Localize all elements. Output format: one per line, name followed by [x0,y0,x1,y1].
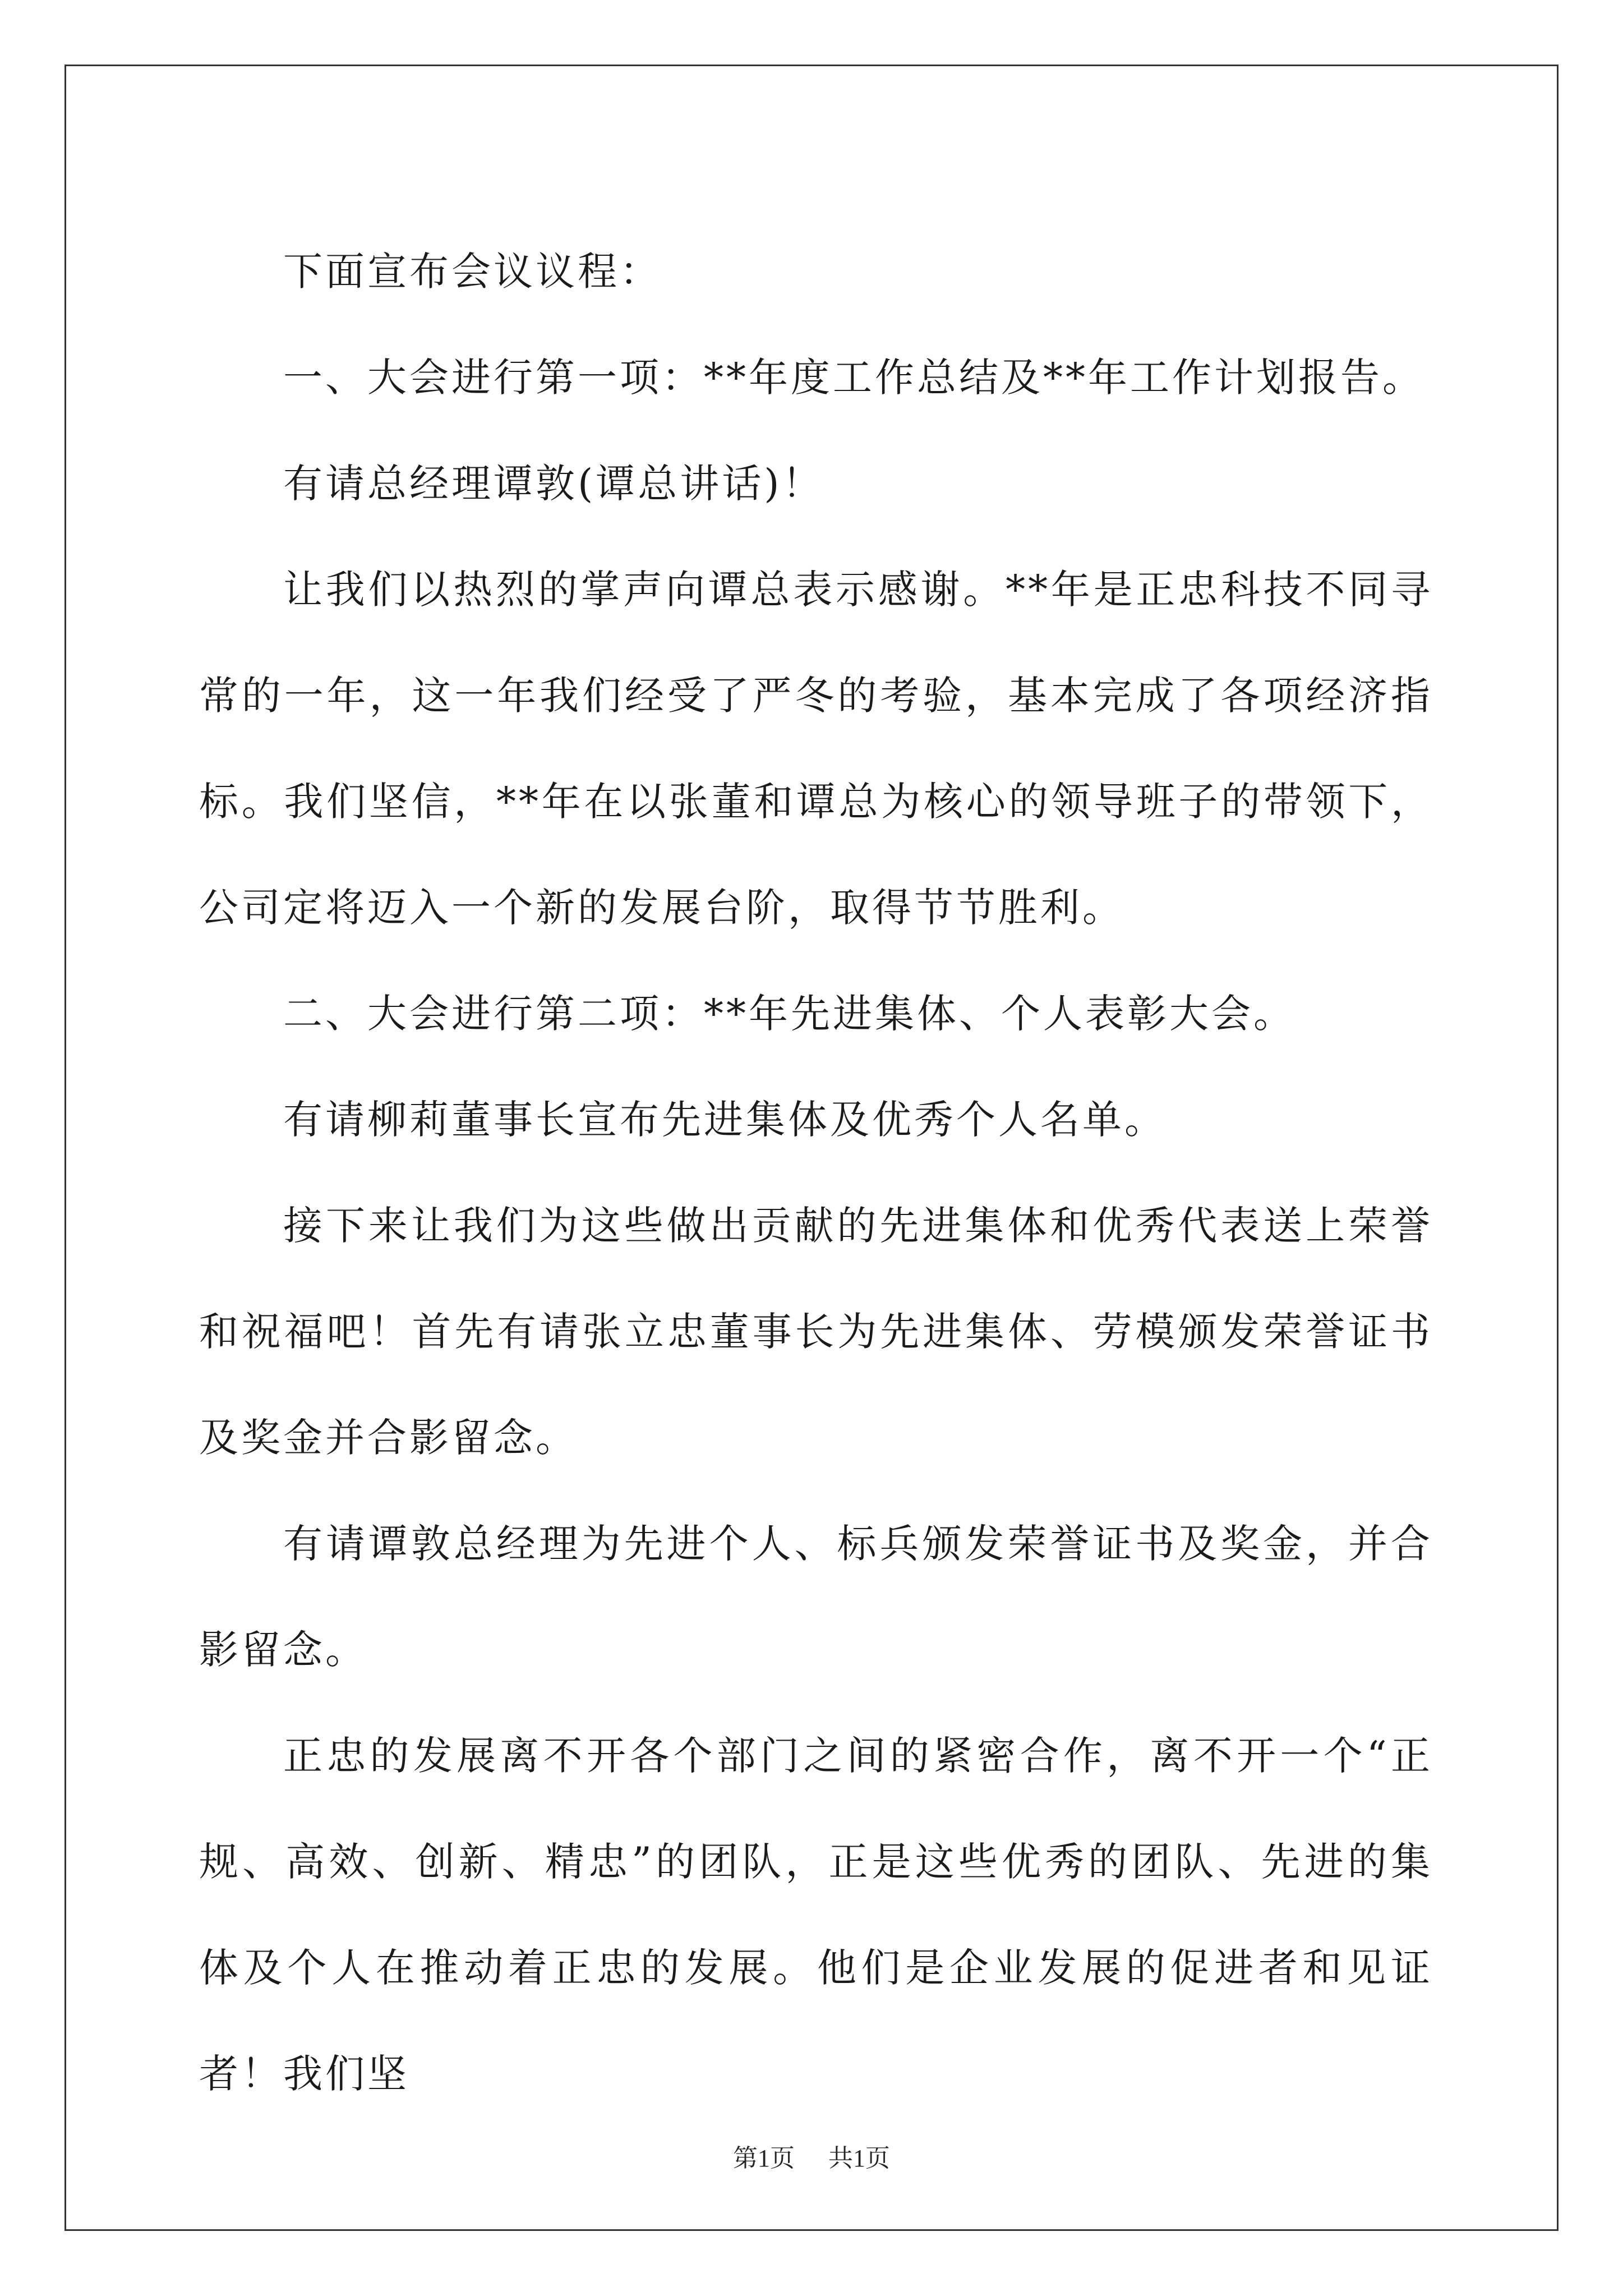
page-footer [0,2142,1623,2175]
paragraph-agenda-intro: 下面宣布会议议程： [283,249,662,295]
paragraph-invite-chair: 有请柳莉董事长宣布先进集体及优秀个人名单。 [283,1097,1166,1143]
paragraph-invite-gm: 有请总经理谭敦(谭总讲话)！ [283,461,824,507]
paragraph-gm-awards: 有请谭敦总经理为先进个人、标兵颁发荣誉证书及奖金，并合影留念。 [199,1521,1433,1673]
paragraph-honors: 接下来让我们为这些做出贡献的先进集体和优秀代表送上荣誉和祝福吧！首先有请张立忠董事长为先进集体、劳模颁发荣誉证书及奖金并合影留念。 [199,1203,1433,1461]
page-total: 共1页 [828,2145,890,2172]
document-body [199,219,1433,2127]
paragraph-item-two: 二、大会进行第二项：**年先进集体、个人表彰大会。 [283,991,1295,1037]
paragraph-teamwork: 正忠的发展离不开各个部门之间的紧密合作，离不开一个“正规、高效、创新、精忠”的团队，正是这些优秀的团队、先进的集体及个人在推动着正忠的发展。他们是企业发展的促进者和见证者！我们坚 [199,1733,1433,2097]
paragraph-item-one: 一、大会进行第一项：**年度工作总结及**年工作计划报告。 [283,355,1424,401]
paragraph-thanks: 让我们以热烈的掌声向谭总表示感谢。**年是正忠科技不同寻常的一年，这一年我们经受了严冬的考验，基本完成了各项经济指标。我们坚信，**年在以张董和谭总为核心的领导班子的带领下，公司定将迈入一个新的发展台阶，取得节节胜利。 [199,567,1433,931]
page-number: 第1页 [733,2145,795,2172]
